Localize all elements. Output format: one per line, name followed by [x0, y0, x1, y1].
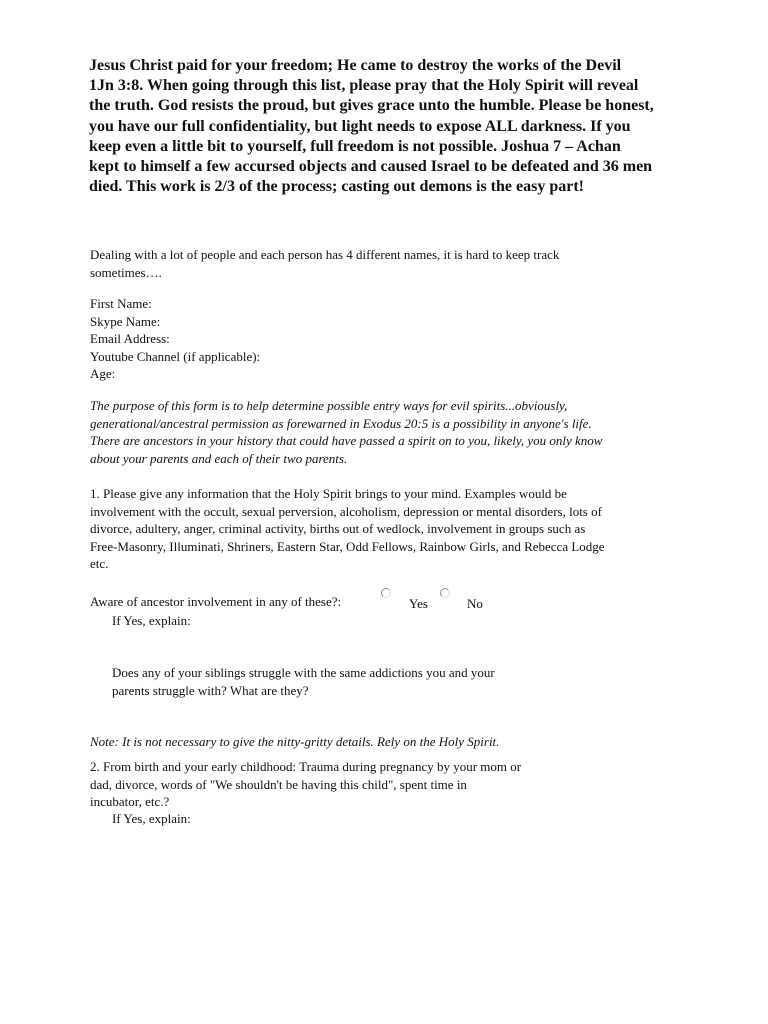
- no-radio[interactable]: [440, 588, 450, 598]
- dealing-line: sometimes….: [90, 264, 162, 280]
- question-1-line: divorce, adultery, anger, criminal activity, births out of wedlock, involvement in groups such as: [90, 521, 586, 536]
- question-2-line: dad, divorce, words of "We shouldn't be having this child", spent time in: [90, 776, 467, 792]
- question-2-line: incubator, etc.?: [90, 794, 170, 809]
- siblings-line: parents struggle with? What are they?: [112, 682, 309, 698]
- question-1: [90, 485, 605, 573]
- intro-line: Jesus Christ paid for your freedom; He came to destroy the works of the Devil: [89, 57, 622, 74]
- question-2-line: 2. From birth and your early childhood: Trauma during pregnancy by your mom or: [90, 759, 522, 774]
- dealing-line: Dealing with a lot of people and each person has 4 different names, it is hard to keep track: [90, 247, 560, 262]
- no-radio-label: No: [467, 596, 483, 611]
- contact-fields: [90, 295, 260, 383]
- yes-radio[interactable]: [381, 588, 391, 598]
- q1-if-yes-explain[interactable]: If Yes, explain:: [112, 613, 191, 628]
- question-1-line: etc.: [90, 556, 109, 571]
- purpose-line: The purpose of this form is to help determine possible entry ways for evil spirits...obviously,: [90, 398, 568, 413]
- purpose-line: about your parents and each of their two parents.: [90, 450, 348, 466]
- first-name-field[interactable]: First Name:: [90, 296, 152, 311]
- dealing-paragraph: [90, 246, 559, 281]
- skype-name-field[interactable]: Skype Name:: [90, 313, 161, 329]
- question-1-line: Free-Masonry, Illuminati, Shriners, Eastern Star, Odd Fellows, Rainbow Girls, and Rebecca Lodge: [90, 538, 605, 554]
- intro-line: you have our full confidentiality, but light needs to expose ALL darkness. If you: [89, 117, 631, 135]
- question-1-line: 1. Please give any information that the Holy Spirit brings to your mind. Examples would be: [90, 486, 567, 501]
- purpose-line: generational/ancestral permission as forewarned in Exodus 20:5 is a possibility in anyone's life.: [90, 415, 592, 431]
- intro-line: kept to himself a few accursed objects and caused Israel to be defeated and 36 men: [89, 158, 653, 176]
- siblings-line: Does any of your siblings struggle with the same addictions you and your: [112, 665, 495, 680]
- intro-line: keep even a little bit to yourself, full freedom is not possible. Joshua 7 – Achan: [89, 137, 621, 155]
- note-text: Note: It is not necessary to give the nitty-gritty details. Rely on the Holy Spirit.: [90, 734, 500, 749]
- question-1-line: involvement with the occult, sexual perversion, alcoholism, depression or mental disorders, lots of: [90, 503, 602, 519]
- email-field[interactable]: Email Address:: [90, 331, 170, 346]
- yes-radio-label: Yes: [409, 596, 428, 611]
- siblings-question: [112, 664, 495, 699]
- age-field[interactable]: Age:: [90, 366, 116, 381]
- question-2: [90, 758, 521, 811]
- purpose-line: There are ancestors in your history that could have passed a spirit on to you, likely, you only know: [90, 433, 603, 448]
- intro-line: the truth. God resists the proud, but gives grace unto the humble. Please be honest,: [89, 97, 654, 115]
- aware-question-label: Aware of ancestor involvement in any of these?:: [90, 594, 342, 609]
- intro-line: 1Jn 3:8. When going through this list, please pray that the Holy Spirit will reveal: [89, 77, 639, 95]
- q2-if-yes-explain[interactable]: If Yes, explain:: [112, 811, 191, 826]
- youtube-channel-field[interactable]: Youtube Channel (if applicable):: [90, 348, 261, 364]
- purpose-paragraph: [90, 397, 602, 467]
- intro-line: died. This work is 2/3 of the process; casting out demons is the easy part!: [89, 178, 584, 196]
- intro-paragraph: [89, 56, 689, 197]
